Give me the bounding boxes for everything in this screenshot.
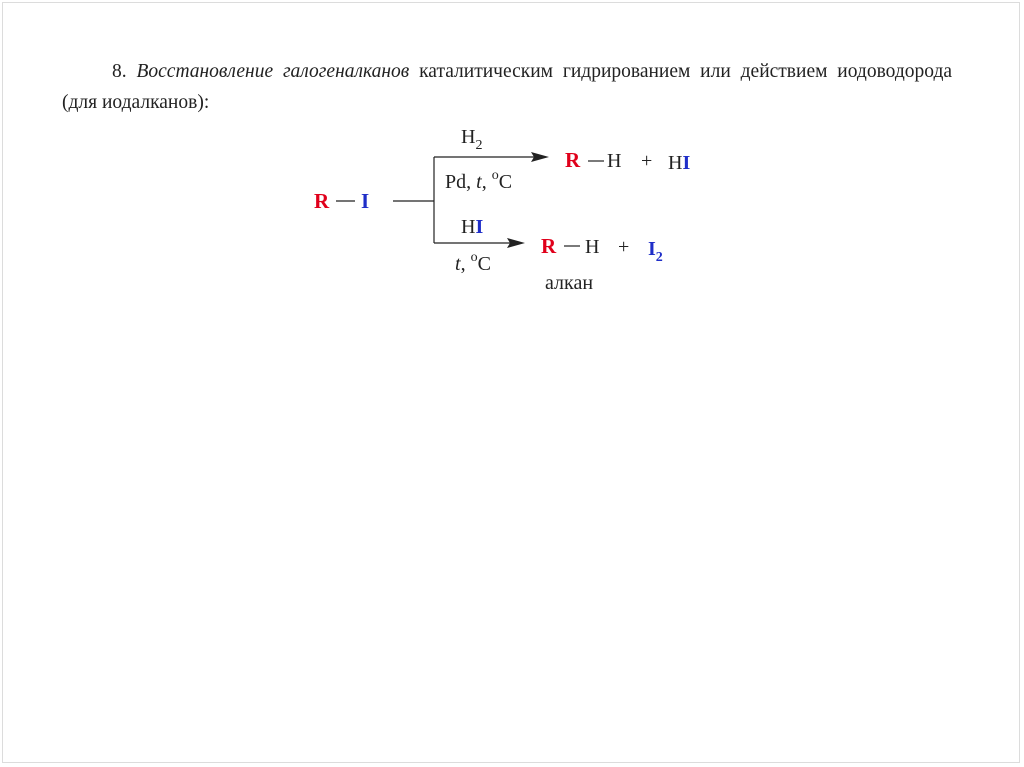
top-plus: + <box>641 150 653 172</box>
bottom-plus: + <box>618 236 630 258</box>
bottom-reagent: HI <box>461 216 484 238</box>
top-byproduct: HI <box>668 152 691 174</box>
bottom-byproduct: $I_2$ <box>648 238 663 265</box>
italic-phrase: Восстановление галогеналканов <box>136 61 410 82</box>
bottom-product-h: H <box>585 236 600 258</box>
top-conditions: Pd, t, $^o$C <box>445 168 513 193</box>
item-number: 8. <box>112 61 127 82</box>
paragraph-rest: каталитическим гидрированием или действием иодоводорода (для иодалканов): <box>62 61 953 113</box>
reactant-i: I <box>361 189 370 213</box>
top-product-h: H <box>607 150 622 172</box>
top-product-r: R <box>565 148 581 172</box>
reactant-r: R <box>314 189 330 213</box>
product-name-label: алкан <box>545 272 594 294</box>
bottom-conditions: t, $^o$C <box>455 250 491 275</box>
bottom-product-r: R <box>541 234 557 258</box>
top-reagent: $H_2$ <box>461 126 483 153</box>
